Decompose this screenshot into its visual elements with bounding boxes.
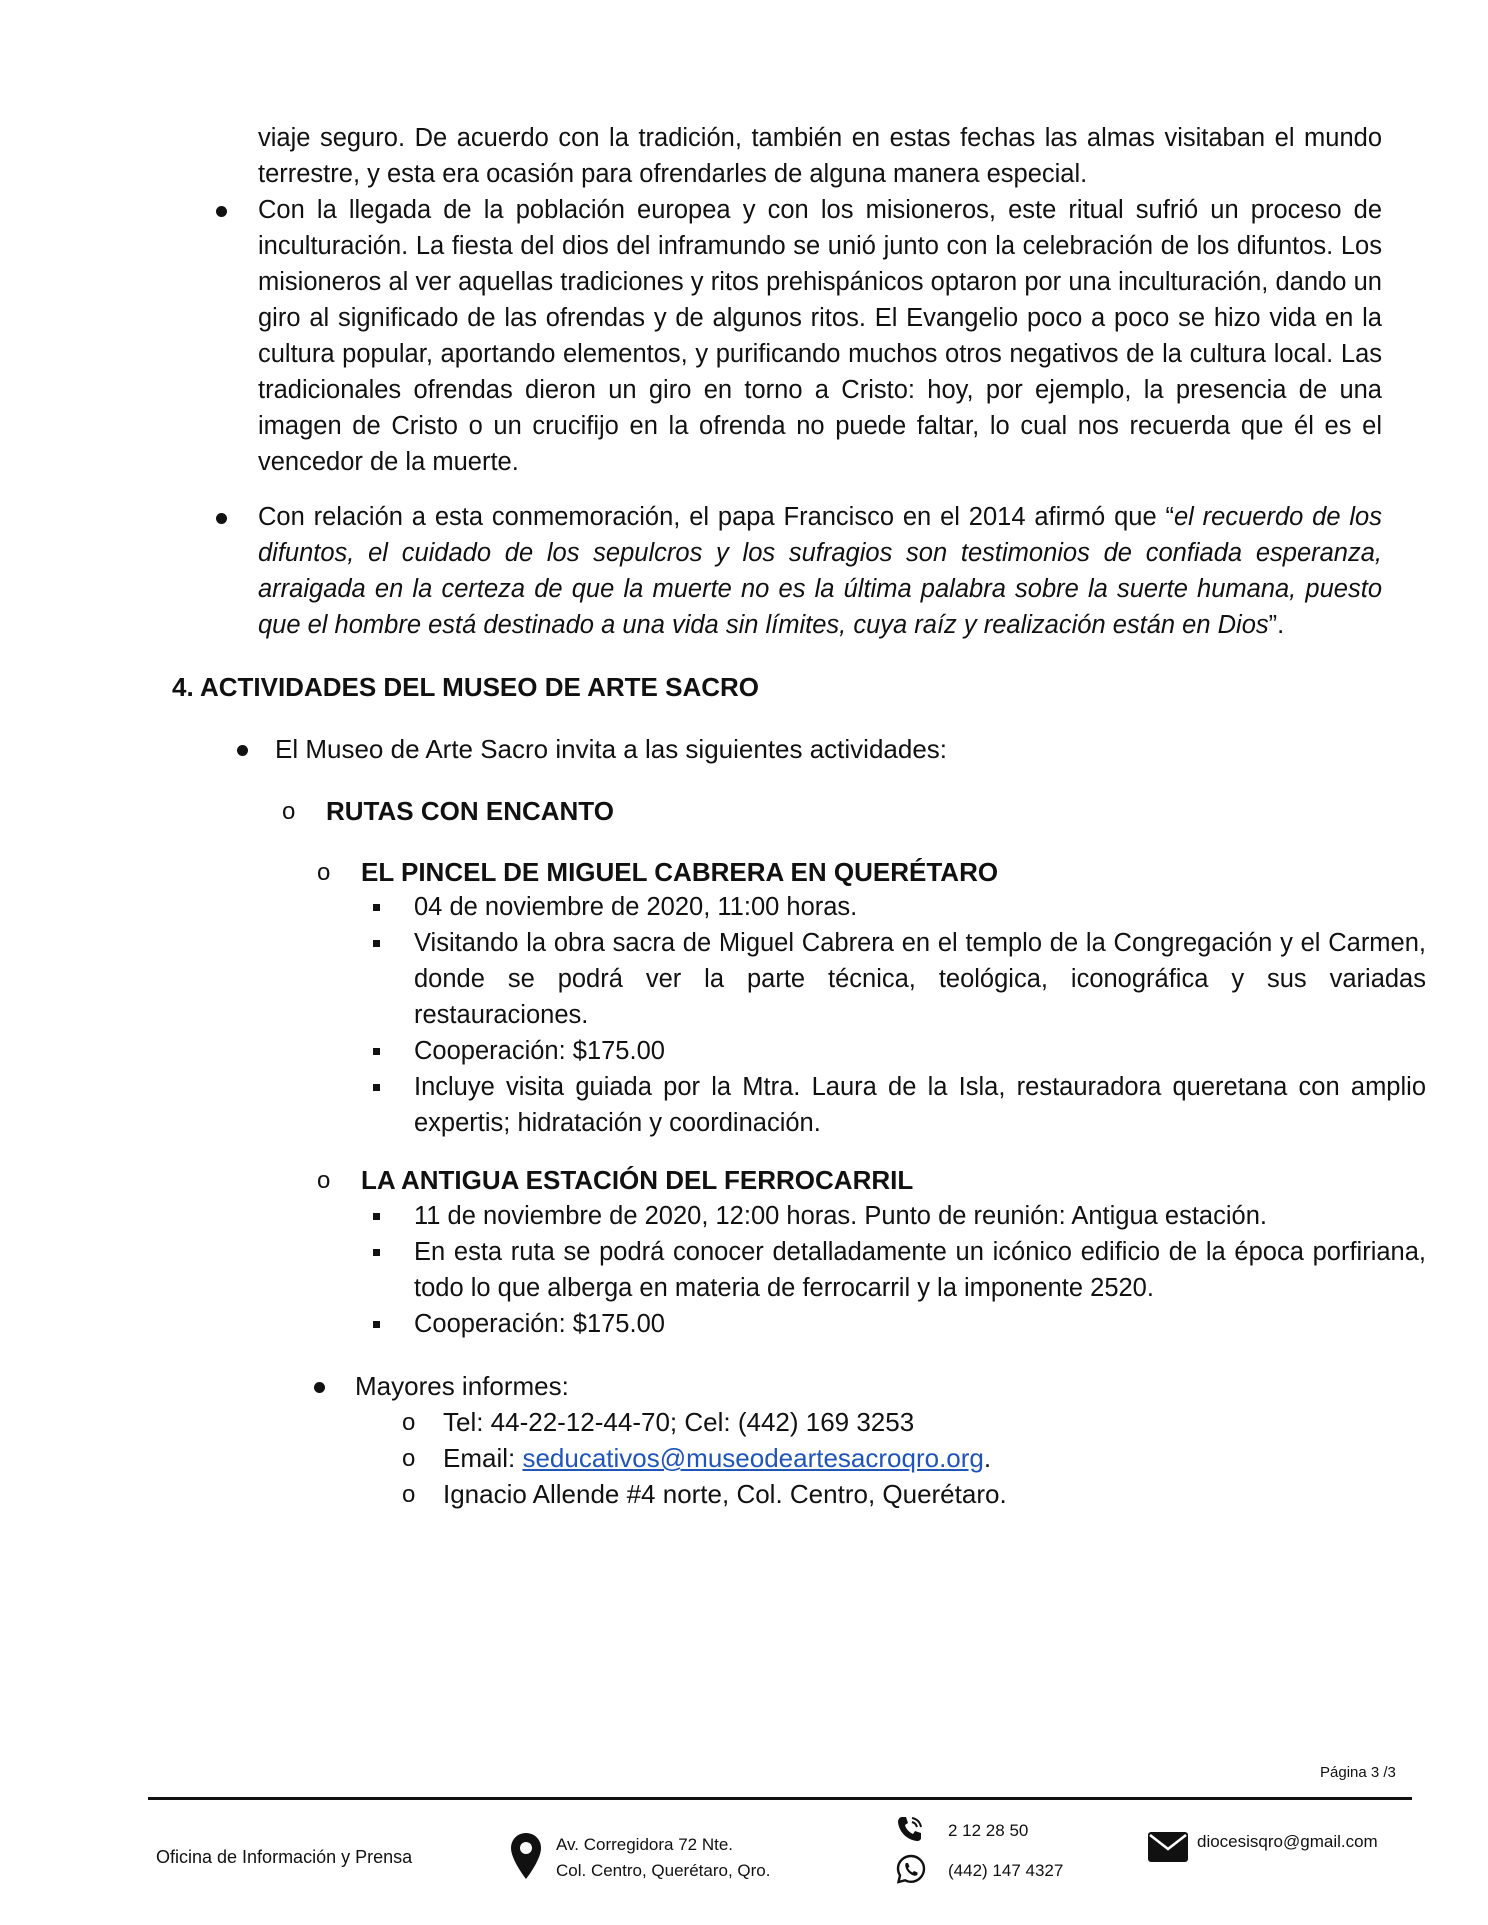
rutas-title: RUTAS CON ENCANTO: [326, 796, 614, 826]
square-bullet-icon: [373, 1048, 380, 1055]
bullet-icon: [237, 745, 248, 756]
bullet-icon: [314, 1382, 325, 1393]
activity-title: EL PINCEL DE MIGUEL CABRERA EN QUERÉTARO: [361, 857, 999, 887]
footer-office: Oficina de Información y Prensa: [156, 1847, 413, 1867]
quote-text: el recuerdo de los difuntos, el cuidado de los sepulcros y los sufragios son testimonios de confiada esperanza, arraigada en la certeza de que la muerte no es la última palabra sobre la suerte humana, puesto que el hombre está destinado a una vida sin límites, cuya raíz y realización están en Dios: [258, 503, 1382, 639]
activity-item: En esta ruta se podrá conocer detalladamente un icónico edificio de la época porfiriana, todo lo que alberga en materia de ferrocarril y la imponente 2520.: [414, 1238, 1426, 1302]
info-title: Mayores informes:: [355, 1371, 569, 1401]
activity-item: Cooperación: $175.00: [414, 1310, 665, 1338]
section-title: 4. ACTIVIDADES DEL MUSEO DE ARTE SACRO: [172, 672, 759, 702]
bullet-icon: [216, 513, 227, 524]
info-tel: Tel: 44-22-12-44-70; Cel: (442) 169 3253: [443, 1407, 915, 1437]
paragraph-inculturacion: Con la llegada de la población europea y con los misioneros, este ritual sufrió un proceso de inculturación. La fiesta del dios del inframundo se unió junto con la celebración de los difuntos. Los misioneros al ver aquellas tradiciones y ritos prehispánicos optaron por una inculturación, dando un giro al significado de las ofrendas y de algunos ritos. El Evangelio poco a poco se hizo vida en la cultura popular, aportando elementos, y purificando muchos otros negativos de la cultura local. Las tradicionales ofrendas dieron un giro en torno a Cristo: hoy, por ejemplo, la presencia de una imagen de Cristo o un crucifijo en la ofrenda no puede faltar, lo cual nos recuerda que él es el vencedor de la muerte.: [258, 196, 1382, 476]
square-bullet-icon: [373, 904, 380, 911]
square-bullet-icon: [373, 1213, 380, 1220]
activity-item: 04 de noviembre de 2020, 11:00 horas.: [414, 893, 858, 921]
circle-bullet-icon: o: [402, 1481, 416, 1508]
circle-bullet-icon: o: [402, 1409, 416, 1436]
email-label: Email:: [443, 1443, 523, 1473]
phone-icon: [895, 1814, 925, 1844]
paragraph-end: ”.: [1268, 611, 1285, 639]
circle-bullet-icon: o: [317, 859, 331, 886]
paragraph-lead: Con relación a esta conmemoración, el papa Francisco en el 2014 afirmó que “: [258, 503, 1174, 531]
circle-bullet-icon: o: [402, 1445, 416, 1472]
footer-address-line2: Col. Centro, Querétaro, Qro.: [556, 1861, 771, 1880]
bullet-icon: [216, 206, 227, 217]
square-bullet-icon: [373, 1084, 380, 1091]
info-address: Ignacio Allende #4 norte, Col. Centro, Querétaro.: [443, 1479, 1007, 1509]
whatsapp-icon: [895, 1853, 927, 1885]
circle-bullet-icon: o: [282, 798, 296, 825]
footer-email: diocesisqro@gmail.com: [1197, 1832, 1378, 1851]
square-bullet-icon: [373, 940, 380, 947]
footer-phone: 2 12 28 50: [948, 1821, 1029, 1840]
activity-title: LA ANTIGUA ESTACIÓN DEL FERROCARRIL: [361, 1165, 914, 1195]
activity-item: 11 de noviembre de 2020, 12:00 horas. Punto de reunión: Antigua estación.: [414, 1202, 1267, 1230]
circle-bullet-icon: o: [317, 1167, 331, 1194]
envelope-icon: [1148, 1832, 1188, 1862]
page-number: Página 3 /3: [1320, 1764, 1396, 1781]
location-pin-icon: [510, 1832, 542, 1880]
footer-address-line1: Av. Corregidora 72 Nte.: [556, 1835, 734, 1854]
info-email: [443, 1440, 991, 1476]
email-end: .: [983, 1443, 992, 1473]
activity-item: Incluye visita guiada por la Mtra. Laura de la Isla, restauradora queretana con amplio expertis; hidratación y coordinación.: [414, 1073, 1426, 1137]
invite-text: El Museo de Arte Sacro invita a las siguientes actividades:: [275, 734, 948, 764]
paragraph-continuation: viaje seguro. De acuerdo con la tradición, también en estas fechas las almas visitaban el mundo terrestre, y esta era ocasión para ofrendarles de alguna manera especial.: [258, 124, 1382, 188]
activity-item: Visitando la obra sacra de Miguel Cabrera en el templo de la Congregación y el Carmen, donde se podrá ver la parte técnica, teológica, iconográfica y sus variadas restauraciones.: [414, 929, 1426, 1029]
email-link[interactable]: seducativos@museodeartesacroqro.org: [522, 1443, 984, 1473]
square-bullet-icon: [373, 1249, 380, 1256]
footer-whatsapp: (442) 147 4327: [948, 1861, 1064, 1880]
activity-item: Cooperación: $175.00: [414, 1037, 665, 1065]
paragraph-papa-francisco: [258, 499, 1382, 643]
square-bullet-icon: [373, 1321, 380, 1328]
footer-divider: [148, 1797, 1412, 1800]
